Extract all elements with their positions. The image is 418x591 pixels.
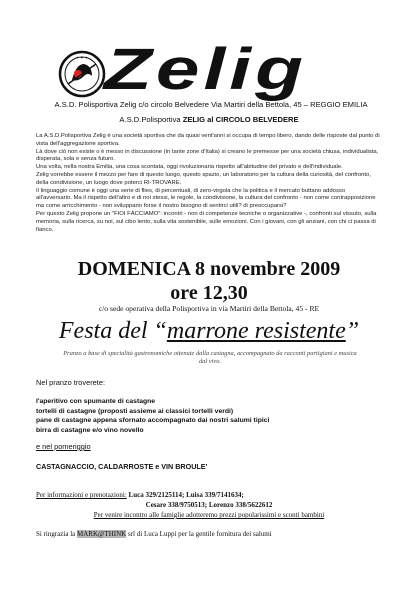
- subtitle-bold: ZELIG al CIRCOLO BELVEDERE: [182, 115, 299, 124]
- afternoon-title: e nel pomeriggio: [36, 442, 91, 451]
- menu-item: tortelli di castagne (proposti assieme ai classici tortelli verdi): [36, 407, 234, 415]
- brand-name: Zelig: [104, 37, 307, 102]
- thanks-prefix: Si ringrazia la: [36, 530, 78, 538]
- festa-prefix: Festa del “: [58, 318, 167, 344]
- thanks-line: [36, 530, 272, 538]
- event-time: ore 12,30: [170, 282, 248, 304]
- festa-subtitle: Pranzo a base di specialità gastronomiche ottenute dalla castagna, accompagnato da racconti partigiani e musica dal vivo.: [63, 350, 357, 365]
- intro-text: [36, 133, 382, 234]
- festa-title: [0, 316, 418, 346]
- event-date: DOMENICA 8 novembre 2009: [77, 258, 341, 280]
- menu-item: birra di castagne e/o vino novello: [36, 426, 144, 434]
- afternoon-items: CASTAGNACCIO, CALDARROSTE e VIN BROULE': [36, 462, 208, 471]
- festa-suffix: ”: [345, 318, 360, 344]
- menu-item: pane di castagne appena sfornato accompagnato dai nostri salumi tipici: [36, 417, 270, 425]
- menu-item: l'aperitivo con spumante di castagne: [36, 398, 156, 405]
- festa-highlight: marrone resistente: [166, 318, 346, 344]
- intro-paragraph: Zelig vorrebbe essere il mezzo per fare di questo luogo, questo spazio, un laboratorio per la cultura della curiosità, del confronto, della condivisione, un luogo dove poterci RI-TROVARE.: [36, 171, 371, 186]
- address-line: A.S.D. Polisportiva Zelig c/o circolo Belvedere Via Martiri della Bettola, 45 – REGGIO EMILIA: [54, 100, 368, 109]
- info-label: Per informazioni e prenotazioni:: [36, 491, 127, 499]
- svg-text:✦ ✦ ✦: ✦ ✦ ✦: [75, 55, 89, 60]
- subtitle-prefix: A.S.D.Polisportiva: [119, 115, 183, 124]
- info-contacts-2: Cesare 338/9750513; Lorenzo 338/5622612: [145, 501, 273, 509]
- info-note: Per venire incontro alle famiglie adotteremo prezzi popolarissimi e sconti bambini: [93, 511, 325, 519]
- info-block: [36, 490, 382, 520]
- zelig-emblem-icon: [58, 50, 106, 98]
- intro-paragraph: Una volta, nella nostra Emilia, una cosa scontata, oggi rivoluzionaria rispetto all'abitudine del privato e dell'individuale.: [36, 164, 343, 171]
- menu-list: [36, 397, 269, 435]
- intro-paragraph: Là dove ciò non esiste o è messo in discussione (in tante zone d'Italia) si creano le premesse per una società chiusa, individualista, disperata, sola e senza futuro.: [36, 148, 379, 163]
- intro-paragraph: Il linguaggio comune è oggi una serie di flies, di percentuali, di zero-virgola che la politica e il mercato buttano addosso all'avversario. Ma il rispetto dell'altro e di noi stessi, le regole, la condivisione, la cultura del confronto - non come contrapposizione ma come arricchimento - non sviluppano forse il nostro bisogno di sentirci utili? di preoccuparsi?: [36, 187, 376, 210]
- sponsor-name: MARK@THINK: [77, 530, 127, 538]
- info-contacts-row: [36, 490, 382, 500]
- info-contacts-1: Luca 329/2125114; Luisa 339/7141634;: [126, 491, 244, 499]
- event-headline: [0, 257, 418, 305]
- event-location: c/o sede operativa della Polisportiva in via Martiri della Bettola, 45 - RE: [98, 304, 320, 313]
- intro-paragraph: La A.S.D.Polisportiva Zelig è una società sportiva che da quasi vent'anni si occupa di tempo libero, dando delle risposte dal punto di vista dell'aggregazione sportiva.: [36, 133, 380, 147]
- association-subtitle: [0, 115, 418, 124]
- thanks-suffix: srl di Luca Luppi per la gentile fornitura dei salumi: [126, 530, 272, 538]
- intro-paragraph: Per questo Zelig propone un "FIOI FÀCCIAMO": incontri - non di competenze tecniche o organizzative -, confronti sul vissuto, sulla memoria, sulla ricerca, su noi, sul cibo lento, sulla vita sostenibile, sulle emozioni. Con i giovani, con gli anziani, con chi ci passa di fianco.: [36, 210, 377, 233]
- zelig-wordmark: [104, 38, 344, 102]
- menu-title: Nel pranzo troverete:: [36, 378, 106, 387]
